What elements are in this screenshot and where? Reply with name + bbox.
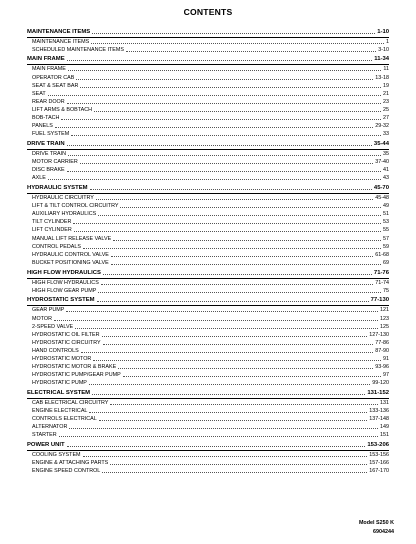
entry-page: 41: [383, 167, 389, 174]
section-heading: HYDROSTATIC SYSTEM: [27, 297, 95, 304]
entry-label: SCHEDULED MAINTENANCE ITEMS: [32, 46, 124, 53]
leader-dots: [67, 144, 372, 146]
leader-dots: [67, 59, 373, 61]
entry-label: HYDROSTATIC PUMP: [32, 380, 87, 387]
section-heading: MAIN FRAME: [27, 56, 65, 63]
leader-dots: [74, 230, 381, 232]
toc-entry[interactable]: [27, 114, 389, 122]
toc-entry[interactable]: [27, 158, 389, 166]
leader-dots: [66, 310, 378, 312]
entry-label: MANUAL LIFT RELEASE VALVE: [32, 235, 112, 242]
leader-dots: [75, 327, 378, 329]
entry-label: HYDROSTATIC MOTOR & BRAKE: [32, 364, 117, 371]
entry-page: 13-18: [375, 74, 389, 81]
entry-page: 25: [383, 106, 389, 113]
leader-dots: [89, 383, 370, 385]
toc-entry[interactable]: [27, 423, 389, 431]
entry-label: HYDROSTATIC CIRCUITRY: [32, 339, 101, 346]
entry-page: 97: [383, 372, 389, 379]
leader-dots: [97, 300, 369, 302]
entry-label: HYDROSTATIC MOTOR: [32, 356, 92, 363]
entry-label: AUXILIARY HYDRAULICS: [32, 211, 97, 218]
toc-section: [27, 139, 389, 182]
leader-dots: [94, 110, 381, 112]
entry-label: ENGINE SPEED CONTROL: [32, 468, 101, 475]
leader-dots: [61, 118, 381, 120]
toc-entry[interactable]: [27, 363, 389, 371]
leader-dots: [67, 170, 381, 172]
leader-dots: [68, 154, 381, 156]
toc-entry[interactable]: [27, 323, 389, 331]
section-heading-row[interactable]: [27, 389, 389, 398]
entry-page: 77-86: [375, 339, 389, 346]
entry-label: 2-SPEED VALVE: [32, 323, 74, 330]
leader-dots: [89, 411, 367, 413]
leader-dots: [68, 69, 382, 71]
entry-page: 51: [383, 211, 389, 218]
entry-page: 59: [383, 243, 389, 250]
leader-dots: [71, 134, 381, 136]
leader-dots: [90, 188, 372, 190]
entry-page: 53: [383, 219, 389, 226]
toc-entry[interactable]: [27, 339, 389, 347]
toc-entry[interactable]: [27, 331, 389, 339]
document-footer: [359, 519, 394, 537]
entry-page: 11: [383, 66, 389, 73]
entry-page: 125: [380, 323, 389, 330]
section-heading: POWER UNIT: [27, 442, 65, 449]
leader-dots: [55, 126, 373, 128]
entry-page: 93-96: [375, 364, 389, 371]
entry-label: AXLE: [32, 175, 46, 182]
toc-section: [27, 183, 389, 266]
toc-entry[interactable]: [27, 65, 389, 73]
toc-section: [27, 268, 389, 295]
toc-entry[interactable]: [27, 46, 389, 54]
leader-dots: [102, 335, 368, 337]
toc-entry[interactable]: [27, 431, 389, 439]
toc-entry[interactable]: [27, 451, 389, 459]
entry-label: MOTOR: [32, 315, 52, 322]
section-heading-row[interactable]: [27, 55, 389, 64]
toc-entry[interactable]: [27, 82, 389, 90]
entry-page: 167-170: [369, 468, 389, 475]
toc-section: [27, 389, 389, 440]
entry-label: ENGINE & ATTACHING PARTS: [32, 460, 109, 467]
section-page-range: 77-130: [370, 297, 389, 304]
toc-entry[interactable]: [27, 150, 389, 158]
leader-dots: [80, 162, 373, 164]
toc-entry[interactable]: [27, 287, 389, 295]
leader-dots: [113, 239, 381, 241]
toc-entry[interactable]: [27, 210, 389, 218]
leader-dots: [81, 351, 373, 353]
toc-entry[interactable]: [27, 234, 389, 242]
entry-page: 157-166: [369, 460, 389, 467]
entry-page: 71-74: [375, 279, 389, 286]
section-page-range: 71-76: [373, 269, 389, 276]
entry-label: CONTROL PEDALS: [32, 243, 81, 250]
entry-page: 137-148: [369, 416, 389, 423]
entry-label: MAINTENANCE ITEMS: [32, 38, 90, 45]
entry-label: DISC BRAKE: [32, 167, 65, 174]
toc-entry[interactable]: [27, 90, 389, 98]
section-heading-row[interactable]: [27, 183, 389, 192]
toc-entry[interactable]: [27, 399, 389, 407]
entry-page: 3-10: [378, 46, 389, 53]
leader-dots: [99, 419, 368, 421]
entry-label: HYDRAULIC CONTROL VALVE: [32, 251, 109, 258]
entry-label: ALTERNATOR: [32, 424, 68, 431]
toc-entry[interactable]: [27, 106, 389, 114]
toc-entry[interactable]: [27, 194, 389, 202]
toc-entry[interactable]: [27, 371, 389, 379]
toc-entry[interactable]: [27, 347, 389, 355]
model-label: Model S250 K: [358, 520, 394, 526]
leader-dots: [96, 198, 373, 200]
toc-entry[interactable]: [27, 306, 389, 314]
entry-label: LIFT & TILT CONTROL CIRCUITRY: [32, 203, 119, 210]
toc-entry[interactable]: [27, 467, 389, 475]
section-heading-row[interactable]: [27, 441, 389, 450]
entry-page: 57: [383, 235, 389, 242]
entry-page: 151: [380, 432, 389, 439]
entry-label: HIGH FLOW GEAR PUMP: [32, 287, 97, 294]
leader-dots: [67, 445, 366, 447]
leader-dots: [48, 94, 381, 96]
leader-dots: [103, 343, 374, 345]
entry-page: 69: [383, 259, 389, 266]
leader-dots: [101, 283, 373, 285]
section-page-range: 35-44: [373, 140, 389, 147]
toc-entry[interactable]: [27, 218, 389, 226]
leader-dots: [80, 86, 381, 88]
toc-entry[interactable]: [27, 251, 389, 259]
toc-entry[interactable]: [27, 279, 389, 287]
entry-page: 37-40: [375, 159, 389, 166]
leader-dots: [123, 375, 381, 377]
entry-page: 91: [383, 356, 389, 363]
section-page-range: 131-152: [367, 390, 389, 396]
leader-dots: [111, 255, 373, 257]
entry-page: 149: [380, 424, 389, 431]
toc-section: [27, 441, 389, 476]
entry-label: MOTOR CARRIER: [32, 159, 78, 166]
section-heading: HIGH FLOW HYDRAULICS: [27, 269, 101, 276]
toc-entry[interactable]: [27, 130, 389, 138]
entry-label: BUCKET POSITIONING VALVE: [32, 259, 109, 266]
toc-entry[interactable]: [27, 73, 389, 81]
entry-page: 121: [380, 307, 389, 314]
leader-dots: [93, 359, 381, 361]
section-heading-row[interactable]: [27, 296, 389, 305]
section-page-range: 11-34: [374, 56, 389, 63]
leader-dots: [110, 463, 367, 465]
section-heading-row[interactable]: [27, 268, 389, 277]
leader-dots: [59, 435, 378, 437]
toc-entry[interactable]: [27, 226, 389, 234]
leader-dots: [76, 78, 373, 80]
entry-page: 61-68: [375, 251, 389, 258]
entry-label: HYDROSTATIC PUMP/GEAR PUMP: [32, 372, 121, 379]
leader-dots: [69, 427, 378, 429]
leader-dots: [118, 367, 373, 369]
entry-page: 33: [383, 131, 389, 138]
toc-entry[interactable]: [27, 202, 389, 210]
entry-label: COOLING SYSTEM: [32, 452, 81, 459]
toc-entry[interactable]: [27, 407, 389, 415]
entry-label: PANELS: [32, 123, 53, 130]
leader-dots: [54, 319, 378, 321]
entry-label: HYDROSTATIC OIL FILTER: [32, 331, 100, 338]
entry-page: 43: [383, 175, 389, 182]
entry-label: SEAT: [32, 90, 46, 97]
section-heading: ELECTRICAL SYSTEM: [27, 390, 91, 396]
toc-entry[interactable]: [27, 122, 389, 130]
entry-label: FUEL SYSTEM: [32, 131, 70, 138]
leader-dots: [73, 222, 381, 224]
entry-label: CAB ELECTRICAL CIRCUITRY: [32, 400, 109, 407]
leader-dots: [103, 273, 372, 275]
leader-dots: [83, 455, 368, 457]
leader-dots: [48, 178, 381, 180]
entry-label: LIFT ARMS & BOBTACH: [32, 106, 93, 113]
section-heading: HYDRAULIC SYSTEM: [27, 184, 88, 191]
entry-page: 123: [380, 315, 389, 322]
entry-page: 133-136: [369, 408, 389, 415]
entry-label: OPERATOR CAB: [32, 74, 75, 81]
entry-label: MAIN FRAME: [32, 66, 66, 73]
page-title: CONTENTS: [183, 7, 233, 17]
toc-entry[interactable]: [27, 243, 389, 251]
entry-page: 153-156: [369, 452, 389, 459]
leader-dots: [92, 393, 365, 395]
entry-page: 131: [380, 400, 389, 407]
section-heading-row[interactable]: [27, 27, 389, 36]
entry-label: CONTROLS ELECTRICAL: [32, 416, 97, 423]
entry-label: ENGINE ELECTRICAL: [32, 408, 88, 415]
entry-label: HYDRAULIC CIRCUITRY: [32, 195, 94, 202]
entry-label: REAR DOOR: [32, 98, 65, 105]
entry-page: 55: [383, 227, 389, 234]
toc-entry[interactable]: [27, 98, 389, 106]
entry-page: 21: [383, 90, 389, 97]
entry-label: HAND CONTROLS: [32, 347, 79, 354]
leader-dots: [98, 214, 381, 216]
leader-dots: [102, 471, 367, 473]
toc-section: [27, 27, 389, 54]
toc-entry[interactable]: [27, 314, 389, 322]
entry-page: 29-32: [375, 123, 389, 130]
leader-dots: [110, 403, 378, 405]
entry-page: 19: [383, 82, 389, 89]
entry-page: 87-90: [375, 347, 389, 354]
document-number: 6904244: [373, 529, 394, 535]
entry-label: SEAT & SEAT BAR: [32, 82, 79, 89]
toc-entry[interactable]: [27, 355, 389, 363]
entry-page: 1: [386, 38, 389, 45]
entry-label: STARTER: [32, 432, 57, 439]
section-page-range: 45-70: [373, 184, 389, 191]
toc-entry[interactable]: [27, 415, 389, 423]
leader-dots: [83, 247, 381, 249]
toc-section: [27, 296, 389, 387]
toc-entry[interactable]: [27, 259, 389, 267]
toc-entry[interactable]: [27, 38, 389, 46]
entry-page: 35: [383, 151, 389, 157]
entry-page: 75: [383, 287, 389, 294]
toc-entry[interactable]: [27, 166, 389, 174]
toc-entry[interactable]: [27, 379, 389, 387]
section-heading: DRIVE TRAIN: [27, 140, 65, 147]
entry-page: 127-130: [369, 331, 389, 338]
entry-label: HIGH FLOW HYDRAULICS: [32, 279, 99, 286]
leader-dots: [67, 102, 381, 104]
leader-dots: [126, 50, 376, 52]
toc-entry[interactable]: [27, 459, 389, 467]
section-page-range: 153-206: [367, 442, 389, 449]
entry-page: 99-120: [372, 380, 389, 387]
entry-page: 49: [383, 203, 389, 210]
entry-label: BOB-TACH: [32, 115, 60, 122]
leader-dots: [92, 32, 375, 34]
section-heading-row[interactable]: [27, 139, 389, 148]
entry-label: DRIVE TRAIN: [32, 151, 67, 157]
leader-dots: [120, 206, 381, 208]
leader-dots: [111, 263, 381, 265]
toc-entry[interactable]: [27, 174, 389, 182]
section-page-range: 1-10: [377, 28, 389, 35]
entry-page: 27: [383, 115, 389, 122]
leader-dots: [91, 42, 384, 44]
leader-dots: [98, 291, 381, 293]
entry-label: GEAR PUMP: [32, 307, 65, 314]
entry-page: 23: [383, 98, 389, 105]
table-of-contents: [27, 27, 389, 477]
toc-section: [27, 55, 389, 138]
section-heading: MAINTENANCE ITEMS: [27, 28, 91, 35]
entry-page: 45-48: [375, 195, 389, 202]
entry-label: LIFT CYLINDER: [32, 227, 72, 234]
entry-label: TILT CYLINDER: [32, 219, 72, 226]
